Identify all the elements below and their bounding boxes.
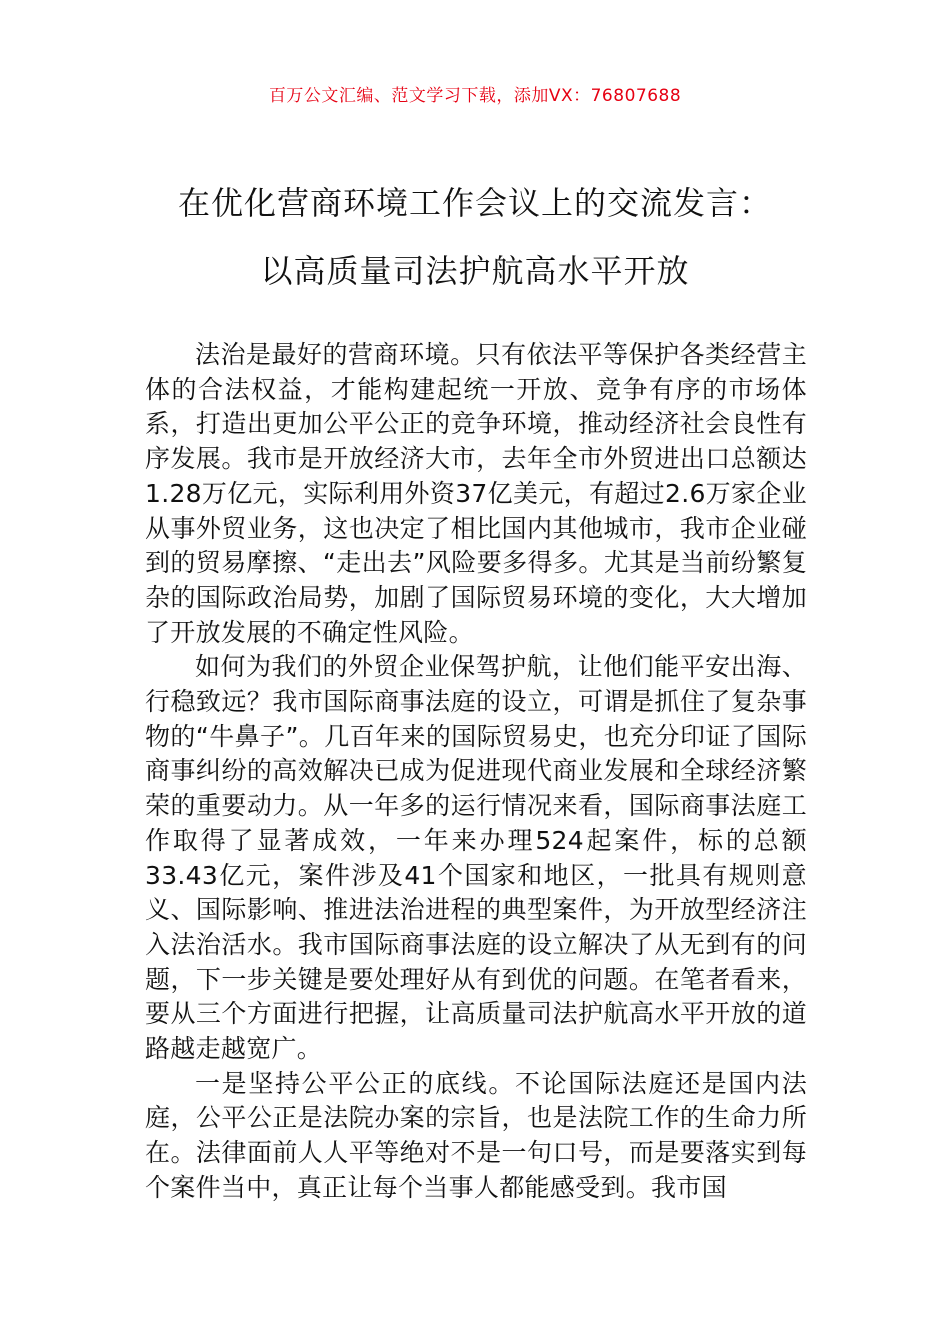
document-title-line-2: 以高质量司法护航高水平开放 [260, 252, 690, 290]
header-promo-note: 百万公文汇编、范文学习下载，添加VX：76807688 [268, 86, 682, 106]
body-paragraph-2: 如何为我们的外贸企业保驾护航，让他们能平安出海、行稳致远？我市国际商事法庭的设立，可谓是抓住了复杂事物的“牛鼻子”。几百年来的国际贸易史，也充分印证了国际商事纠纷的高效解决已成为促进现代商业发展和全球经济繁荣的重要动力。从一年多的运行情况来看，国际商事法庭工作取得了显著成效，一年来办理524起案件，标的总额33.43亿元，案件涉及41个国家和地区，一批具有规则意义、国际影响、推进法治进程的典型案件，为开放型经济注入法治活水。我市国际商事法庭的设立解决了从无到有的问题，下一步关键是要处理好从有到优的问题。在笔者看来，要从三个方面进行把握，让高质量司法护航高水平开放的道路越走越宽广。 [145, 652, 807, 1064]
body-paragraph-3: 一是坚持公平公正的底线。不论国际法庭还是国内法庭，公平公正是法院办案的宗旨，也是法院工作的生命力所在。法律面前人人平等绝对不是一句口号，而是要落实到每个案件当中，真正让每个当事人都能感受到。我市国 [145, 1068, 807, 1202]
body-paragraph-1: 法治是最好的营商环境。只有依法平等保护各类经营主体的合法权益，才能构建起统一开放、竞争有序的市场体系，打造出更加公平公正的竞争环境，推动经济社会良性有序发展。我市是开放经济大市，去年全市外贸进出口总额达1.28万亿元，实际利用外资37亿美元，有超过2.6万家企业从事外贸业务，这也决定了相比国内其他城市，我市企业碰到的贸易摩擦、“走出去”风险要多得多。尤其是当前纷繁复杂的国际政治局势，加剧了国际贸易环境的变化，大大增加了开放发展的不确定性风险。 [145, 340, 807, 647]
document-body [145, 338, 807, 1206]
document-title-line-1: 在优化营商环境工作会议上的交流发言： [177, 184, 772, 222]
